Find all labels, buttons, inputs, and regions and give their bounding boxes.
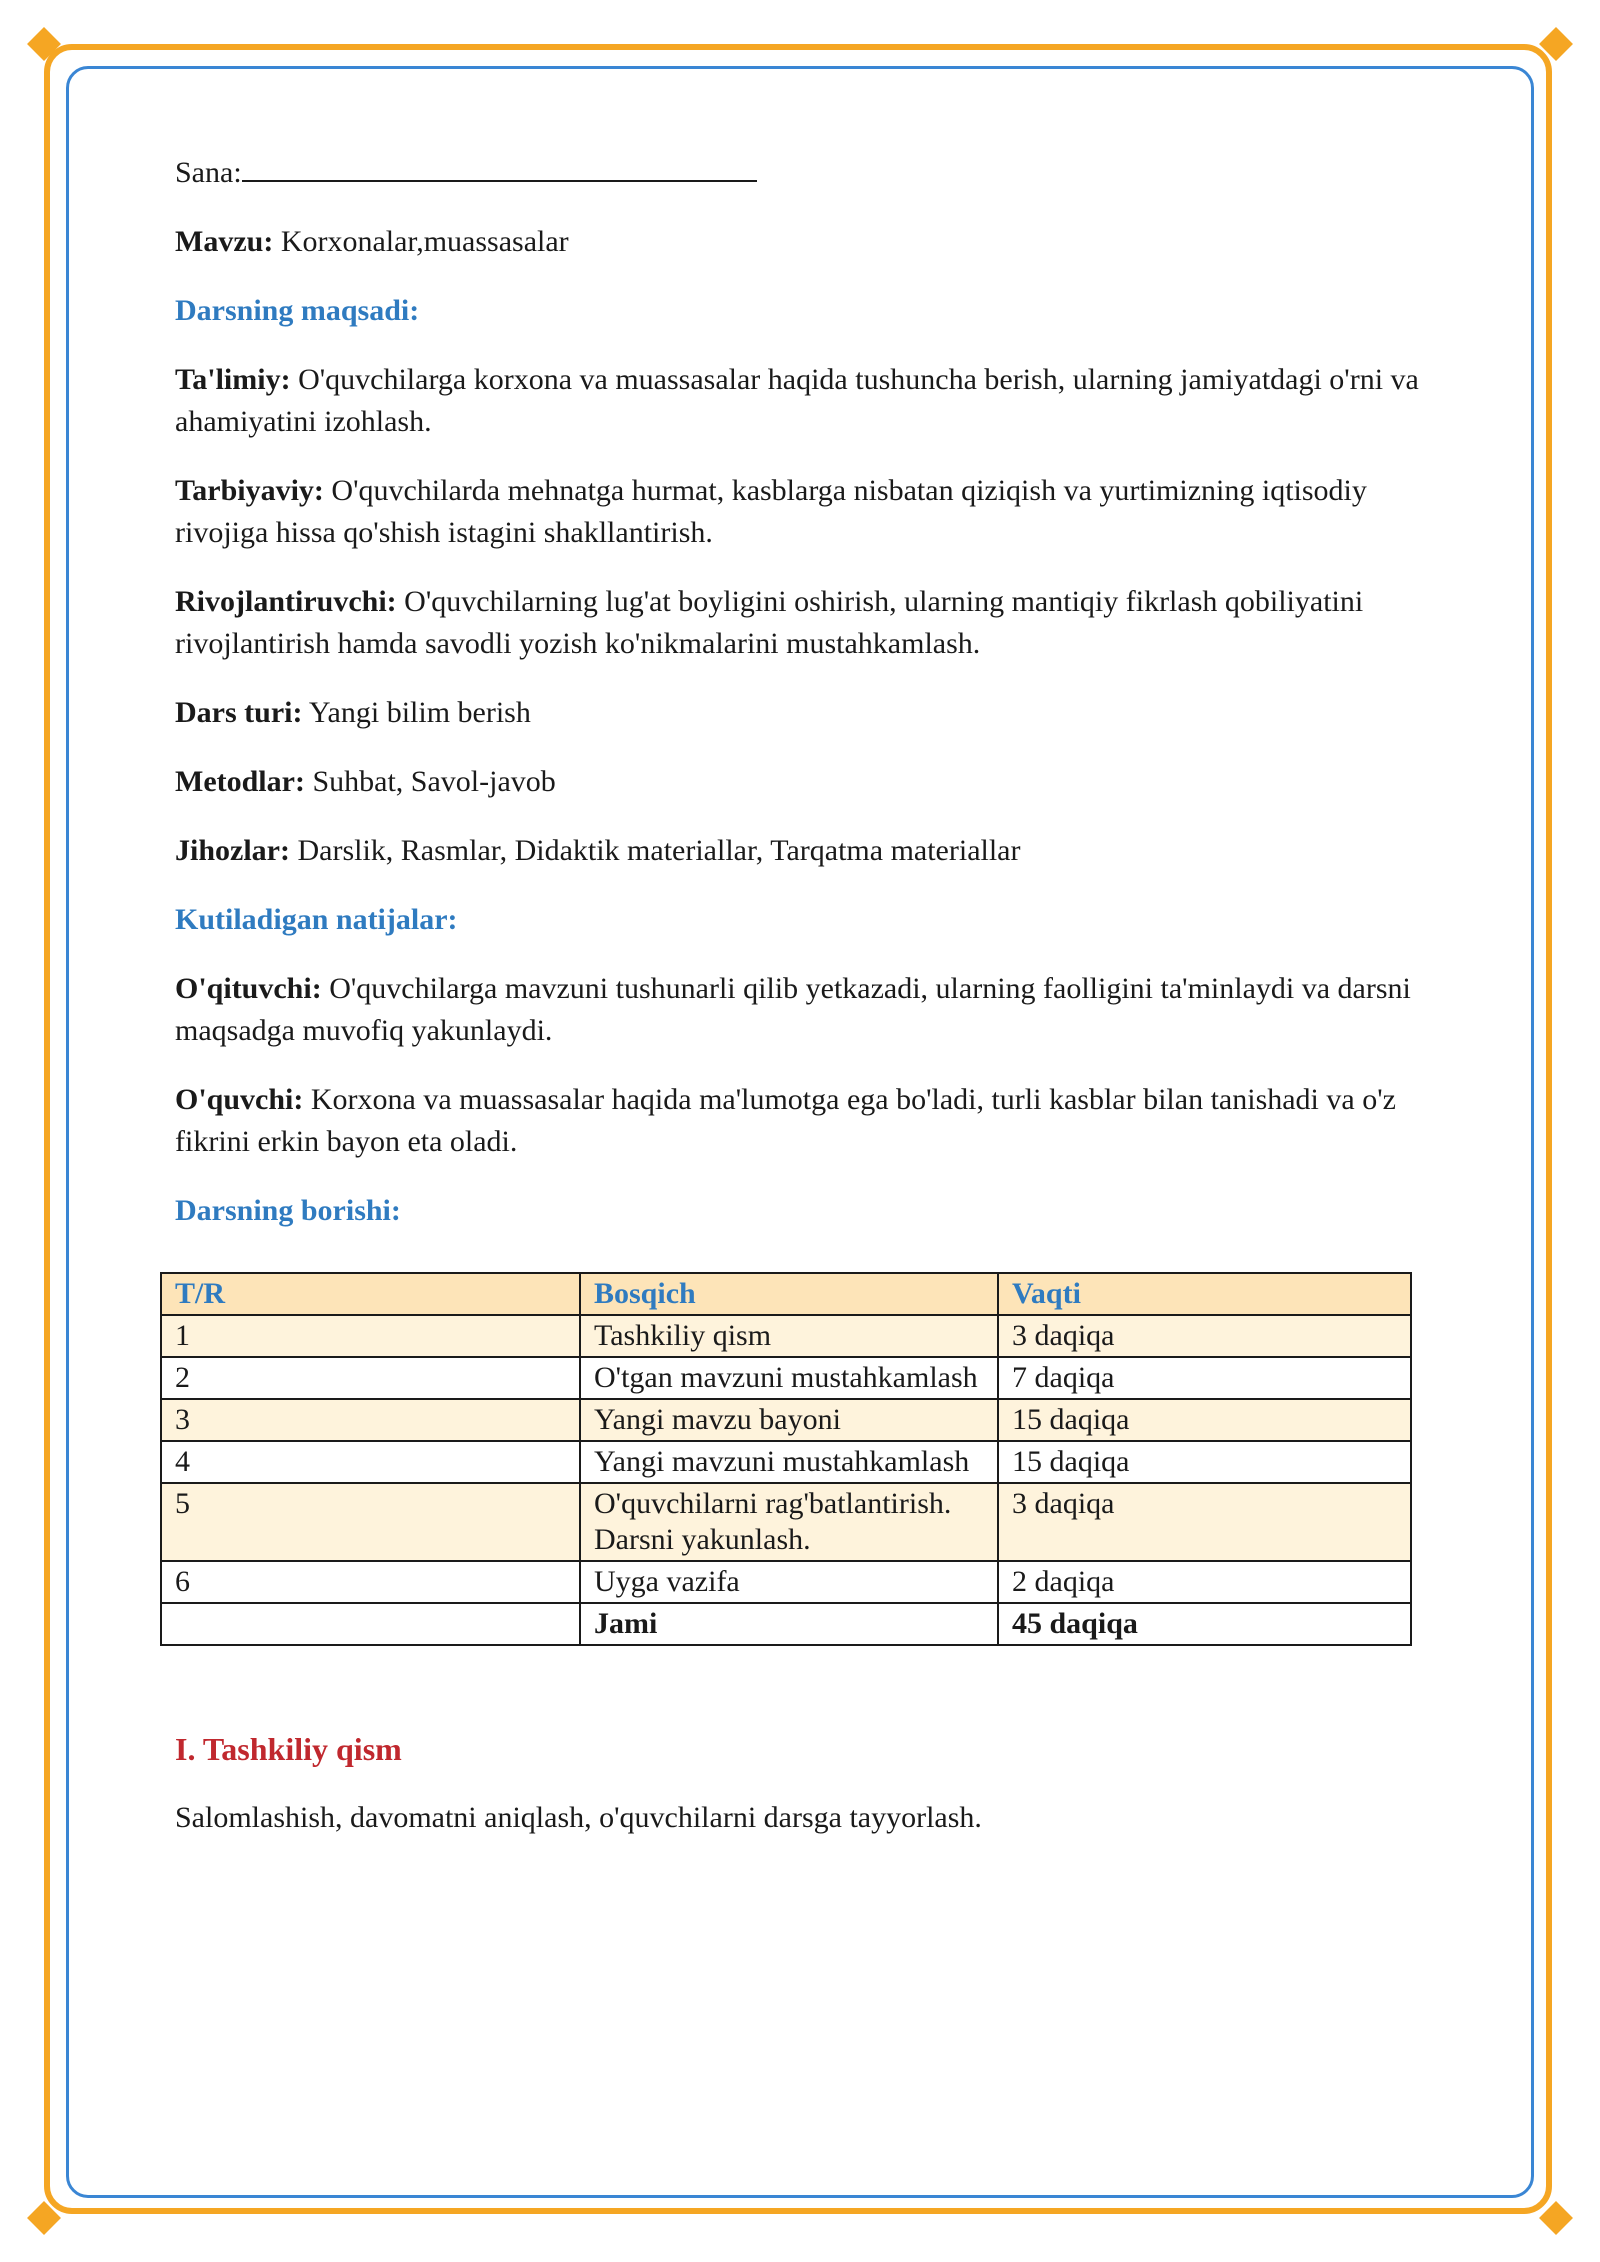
row-number: 5 — [161, 1483, 580, 1561]
row-number: 3 — [161, 1399, 580, 1441]
table-row — [161, 1483, 1411, 1561]
goals-heading: Darsning maqsadi: — [175, 294, 420, 327]
outcome-teacher-text: O'quvchilarga mavzuni tushunarli qilib yetkazadi, ularning faolligini ta'minlaydi va darsni maqsadga muvofiq yakunlaydi. — [175, 972, 1411, 1047]
goal-developmental-label: Rivojlantiruvchi: — [175, 585, 397, 618]
outcome-teacher — [175, 968, 1425, 1052]
methods-value: Suhbat, Savol-javob — [312, 765, 556, 798]
row-time: 2 daqiqa — [998, 1561, 1411, 1603]
goal-developmental — [175, 581, 1425, 665]
table-row — [161, 1441, 1411, 1483]
methods-label: Metodlar: — [175, 765, 305, 798]
row-stage: Yangi mavzuni mustahkamlash — [580, 1441, 998, 1483]
row-stage: Uyga vazifa — [580, 1561, 998, 1603]
row-number: 1 — [161, 1315, 580, 1357]
row-time: 15 daqiqa — [998, 1441, 1411, 1483]
header-number: T/R — [161, 1273, 580, 1315]
outcome-teacher-label: O'qituvchi: — [175, 972, 322, 1005]
topic-value: Korxonalar,muassasalar — [280, 225, 569, 258]
header-time: Vaqti — [998, 1273, 1411, 1315]
lesson-plan-body — [175, 150, 1425, 1259]
goal-upbringing-label: Tarbiyaviy: — [175, 474, 324, 507]
row-stage: O'quvchilarni rag'batlantirish. Darsni yakunlash. — [580, 1483, 998, 1561]
lesson-type — [175, 692, 1425, 734]
total-label: Jami — [580, 1603, 998, 1645]
date-line — [175, 150, 1425, 194]
lesson-type-value: Yangi bilim berish — [308, 696, 531, 729]
goal-upbringing-text: O'quvchilarda mehnatga hurmat, kasblarga nisbatan qiziqish va yurtimizning iqtisodiy rivojiga hissa qo'shish istagini shakllantirish. — [175, 474, 1367, 549]
row-stage: Yangi mavzu bayoni — [580, 1399, 998, 1441]
table-row — [161, 1399, 1411, 1441]
topic-label: Mavzu: — [175, 225, 274, 258]
row-time: 15 daqiqa — [998, 1399, 1411, 1441]
goal-educational-label: Ta'limiy: — [175, 363, 291, 396]
outcome-student — [175, 1079, 1425, 1163]
equipment-value: Darslik, Rasmlar, Didaktik materiallar, Tarqatma materiallar — [297, 834, 1021, 867]
goal-educational-text: O'quvchilarga korxona va muassasalar haqida tushuncha berish, ularning jamiyatdagi o'rni va ahamiyatini izohlash. — [175, 363, 1419, 438]
goal-upbringing — [175, 470, 1425, 554]
procedure-heading: Darsning borishi: — [175, 1194, 401, 1227]
row-time: 3 daqiqa — [998, 1483, 1411, 1561]
row-stage: Tashkiliy qism — [580, 1315, 998, 1357]
outcome-student-text: Korxona va muassasalar haqida ma'lumotga ega bo'ladi, turli kasblar bilan tanishadi va o'z fikrini erkin bayon eta oladi. — [175, 1083, 1396, 1158]
table-row — [161, 1315, 1411, 1357]
header-stage: Bosqich — [580, 1273, 998, 1315]
lesson-type-label: Dars turi: — [175, 696, 303, 729]
table-row — [161, 1561, 1411, 1603]
lesson-stages-table — [160, 1272, 1412, 1646]
table-total-row — [161, 1603, 1411, 1645]
equipment — [175, 830, 1425, 872]
row-time: 7 daqiqa — [998, 1357, 1411, 1399]
methods — [175, 761, 1425, 803]
total-time: 45 daqiqa — [998, 1603, 1411, 1645]
goal-developmental-text: O'quvchilarning lug'at boyligini oshirish, ularning mantiqiy fikrlash qobiliyatini rivojlantirish hamda savodli yozish ko'nikmalarini mustahkamlash. — [175, 585, 1364, 660]
outcome-student-label: O'quvchi: — [175, 1083, 304, 1116]
total-number — [161, 1603, 580, 1645]
row-time: 3 daqiqa — [998, 1315, 1411, 1357]
section-organizational — [175, 1728, 1425, 1866]
table-row — [161, 1357, 1411, 1399]
corner-diamond-bottom-right — [1539, 2201, 1573, 2235]
row-number: 2 — [161, 1357, 580, 1399]
date-label: Sana: — [175, 156, 242, 189]
date-blank — [242, 150, 757, 182]
row-number: 6 — [161, 1561, 580, 1603]
equipment-label: Jihozlar: — [175, 834, 290, 867]
topic-line — [175, 221, 1425, 263]
row-stage: O'tgan mavzuni mustahkamlash — [580, 1357, 998, 1399]
section-text: Salomlashish, davomatni aniqlash, o'quvchilarni darsga tayyorlash. — [175, 1801, 982, 1834]
outcomes-heading: Kutiladigan natijalar: — [175, 903, 458, 936]
section-heading: I. Tashkiliy qism — [175, 1731, 402, 1767]
table-header-row — [161, 1273, 1411, 1315]
row-number: 4 — [161, 1441, 580, 1483]
goal-educational — [175, 359, 1425, 443]
